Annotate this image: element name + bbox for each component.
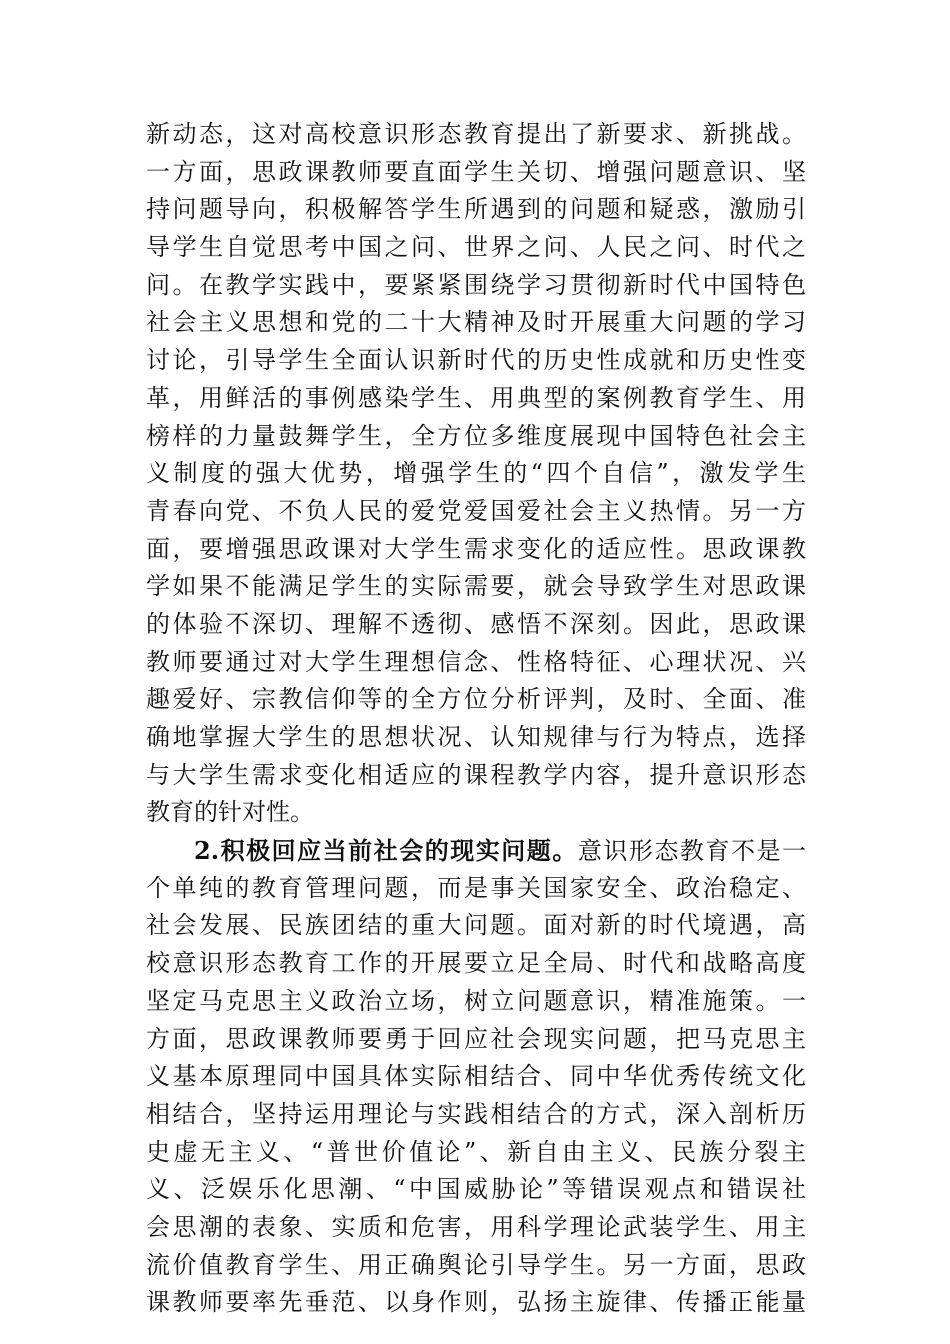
text-line: 社会主义思想和党的二十大精神及时开展重大问题的学习 [146, 308, 806, 337]
text-line: 义、泛娱乐化思潮、“中国威胁论”等错误观点和错误社 [146, 1175, 806, 1204]
text-line: 青春向党、不负人民的爱党爱国爱社会主义热情。另一方 [146, 496, 806, 525]
text-line: 榜样的力量鼓舞学生，全方位多维度展现中国特色社会主 [146, 421, 806, 450]
text-line: 新动态，这对高校意识形态教育提出了新要求、新挑战。 [146, 120, 806, 148]
paragraph-1 [146, 116, 806, 832]
text-line: 个单纯的教育管理问题，而是事关国家安全、政治稳定、 [146, 873, 806, 902]
text-line: 学如果不能满足学生的实际需要，就会导致学生对思政课 [146, 572, 806, 601]
text-line: 持问题导向，积极解答学生所遇到的问题和疑惑，激励引 [146, 195, 806, 224]
text-line: 革，用鲜活的事例感染学生、用典型的案例教育学生、用 [146, 383, 806, 412]
text-line: 义制度的强大优势，增强学生的“四个自信”，激发学生 [146, 459, 806, 488]
text-line: 社会发展、民族团结的重大问题。面对新的时代境遇，高 [146, 911, 806, 940]
text-line: 相结合，坚持运用理论与实践相结合的方式，深入剖析历 [146, 1099, 806, 1128]
text-line: 导学生自觉思考中国之问、世界之问、人民之问、时代之 [146, 233, 806, 262]
text-line: 教育的针对性。 [146, 798, 314, 827]
text-line: 坚定马克思主义政治立场，树立问题意识，精准施策。一 [146, 986, 806, 1015]
text-line: 会思潮的表象、实质和危害，用科学理论武装学生、用主 [146, 1212, 806, 1241]
text-line: 与大学生需求变化相适应的课程教学内容，提升意识形态 [146, 760, 806, 789]
text-line: 面，要增强思政课对大学生需求变化的适应性。思政课教 [146, 534, 806, 563]
body-text [146, 116, 806, 1322]
text-line: 校意识形态教育工作的开展要立足全局、时代和战略高度 [146, 949, 806, 978]
text-line: 一方面，思政课教师要直面学生关切、增强问题意识、坚 [146, 157, 806, 186]
text-line: 教师要通过对大学生理想信念、性格特征、心理状况、兴 [146, 647, 806, 676]
text-line: 方面，思政课教师要勇于回应社会现实问题，把马克思主 [146, 1024, 806, 1053]
text-line: 的体验不深切、理解不透彻、感悟不深刻。因此，思政课 [146, 609, 806, 638]
text-line: 趣爱好、宗教信仰等的全方位分析评判，及时、全面、准 [146, 685, 806, 714]
heading-line-text: 意识形态教育不是一 [577, 837, 806, 866]
text-line [146, 832, 806, 870]
text-line: 确地掌握大学生的思想状况、认知规律与行为特点，选择 [146, 723, 806, 751]
text-line: 问。在教学实践中，要紧紧围绕学习贯彻新时代中国特色 [146, 270, 806, 299]
text-line: 讨论，引导学生全面认识新时代的历史性成就和历史性变 [146, 346, 806, 375]
text-line: 流价值教育学生、用正确舆论引导学生。另一方面，思政 [146, 1250, 806, 1279]
paragraph-2 [146, 832, 806, 1322]
text-line: 课教师要率先垂范、以身作则，弘扬主旋律、传播正能量 [146, 1288, 806, 1317]
text-line: 义基本原理同中国具体实际相结合、同中华优秀传统文化 [146, 1062, 806, 1091]
text-line: 史虚无主义、“普世价值论”、新自由主义、民族分裂主 [146, 1137, 806, 1166]
section-heading: 2.积极回应当前社会的现实问题。 [194, 836, 578, 866]
